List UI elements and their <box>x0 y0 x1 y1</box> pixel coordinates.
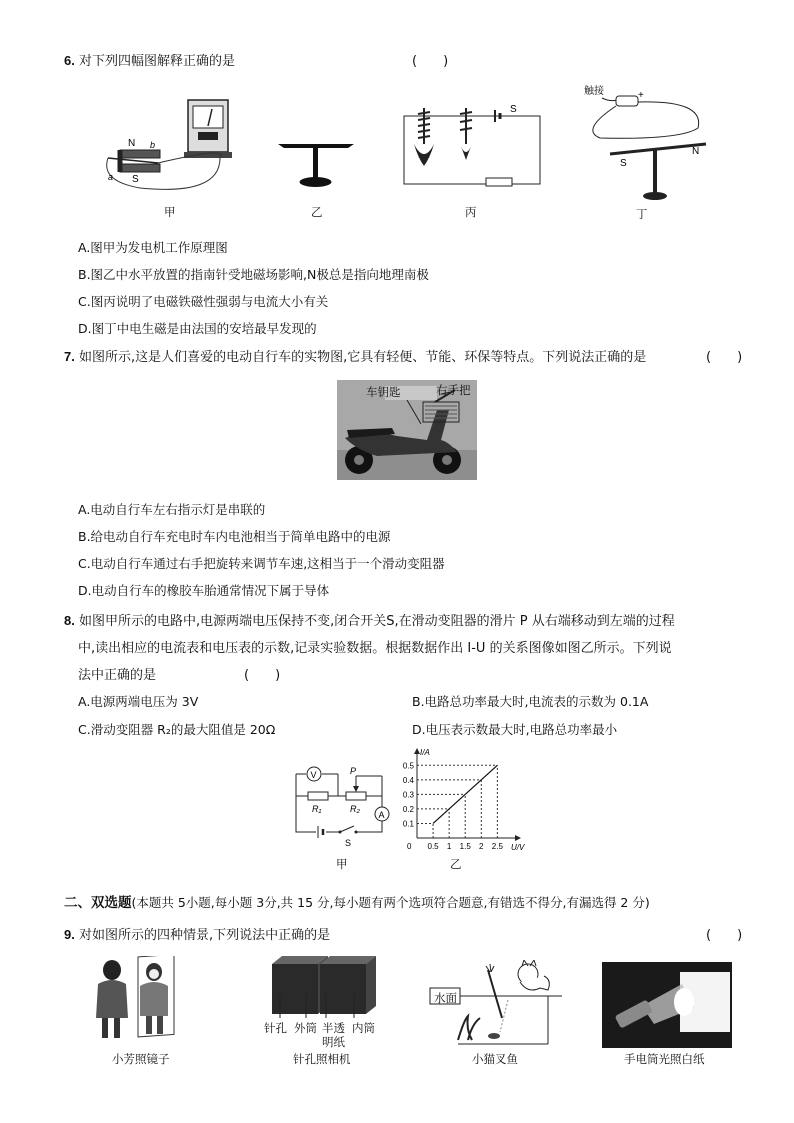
q7-option-b[interactable]: B.给电动自行车充电时车内电池相当于简单电路中的电源 <box>78 529 391 544</box>
q9-part-inner-tube: 内筒 <box>352 1021 375 1035</box>
x-tick-label: 2.5 <box>491 842 503 851</box>
q8-number: 8. <box>64 613 75 628</box>
q7-option-c[interactable]: C.电动自行车通过右手把旋转来调节车速,这相当于一个滑动变阻器 <box>78 556 445 571</box>
q7-stem: 如图所示,这是人们喜爱的电动自行车的实物图,它具有轻便、节能、环保等特点。下列说法正确的是 <box>78 350 647 365</box>
q9-answer-paren: ( ) <box>706 928 743 943</box>
q7-option-d[interactable]: D.电动自行车的橡胶车胎通常情况下属于导体 <box>78 583 330 598</box>
q7-stem-line <box>64 346 646 365</box>
q9-caption-camera: 针孔照相机 <box>293 1052 351 1066</box>
x-axis-label: U/V <box>511 843 525 852</box>
q8-fig-label-jia: 甲 <box>336 857 348 871</box>
svg-text:N: N <box>128 138 136 149</box>
svg-text:触接: 触接 <box>584 86 604 97</box>
q9-stem: 对如图所示的四种情景,下列说法中正确的是 <box>78 928 331 943</box>
q8-stem-1: 如图甲所示的电路中,电源两端电压保持不变,闭合开关S,在滑动变阻器的滑片 P 从右端移动到左端的过程 <box>78 614 675 629</box>
q9-number: 9. <box>64 927 75 942</box>
q8-fig-label-yi: 乙 <box>450 857 462 871</box>
q8-option-a[interactable]: A.电源两端电压为 3V <box>78 694 199 709</box>
q9-part-paper: 明纸 <box>322 1035 345 1049</box>
svg-text:S: S <box>620 158 627 169</box>
svg-text:V: V <box>310 770 317 780</box>
q9-caption-flashlight: 手电筒光照白纸 <box>624 1052 705 1066</box>
y-tick-label: 0.4 <box>402 775 414 785</box>
q8-stem-line-1 <box>64 610 675 629</box>
q8-stem-line-3: 法中正确的是 <box>78 668 157 683</box>
q6-figure-jia <box>100 96 235 196</box>
svg-text:S: S <box>510 104 517 115</box>
q8-option-c[interactable]: C.滑动变阻器 R₂的最大阻值是 20Ω <box>78 722 276 737</box>
svg-text:R₁: R₁ <box>312 804 322 814</box>
section-note: (本题共 5小题,每小题 3分,共 15 分,每小题有两个选项符合题意,有错选不得分,有漏选得 2 分) <box>131 895 650 910</box>
q6-figure-yi <box>276 136 356 192</box>
q8-circuit-diagram <box>290 758 400 848</box>
q9-part-outer-tube: 外筒 <box>294 1021 317 1035</box>
q6-option-a[interactable]: A.图甲为发电机工作原理图 <box>78 240 228 255</box>
q7-label-key: 车钥匙 <box>366 385 401 399</box>
q6-option-d[interactable]: D.图丁中电生磁是由法国的安培最早发现的 <box>78 321 317 336</box>
q6-stem: 对下列四幅图解释正确的是 <box>78 54 235 69</box>
x-tick-label: 1 <box>446 842 452 851</box>
q6-option-c[interactable]: C.图丙说明了电磁铁磁性强弱与电流大小有关 <box>78 294 329 309</box>
y-tick-label: 0.5 <box>402 761 414 771</box>
svg-text:b: b <box>150 140 156 150</box>
q8-option-b[interactable]: B.电路总功率最大时,电流表的示数为 0.1A <box>412 694 649 709</box>
section-heading <box>64 891 650 911</box>
q6-fig-label-bing: 丙 <box>465 205 477 219</box>
q6-fig-label-ding: 丁 <box>636 207 648 221</box>
origin-label: 0 <box>407 842 412 851</box>
q9-caption-cat: 小猫叉鱼 <box>472 1052 518 1066</box>
q6-number: 6. <box>64 53 75 68</box>
q6-figure-bing <box>400 100 545 192</box>
q9-flashlight-figure <box>602 962 732 1048</box>
x-axis-arrow <box>515 835 521 841</box>
q6-fig-label-jia: 甲 <box>164 205 176 219</box>
q9-mirror-figure <box>94 956 178 1046</box>
svg-text:a: a <box>108 172 114 182</box>
x-tick-label: 0.5 <box>427 842 439 851</box>
q9-part-translucent: 半透 <box>322 1021 345 1035</box>
section-title: 二、双选题 <box>64 895 132 911</box>
svg-text:+: + <box>638 90 644 101</box>
y-axis-label: I/A <box>420 748 430 757</box>
q8-answer-paren: ( ) <box>244 668 281 683</box>
svg-text:S: S <box>132 174 139 185</box>
q9-stem-line <box>64 924 330 943</box>
y-tick-label: 0.2 <box>402 804 414 814</box>
svg-text:N: N <box>692 146 700 157</box>
q8-option-d[interactable]: D.电压表示数最大时,电路总功率最小 <box>412 722 618 737</box>
q7-number: 7. <box>64 349 75 364</box>
q9-pinhole-camera-figure <box>268 954 380 1018</box>
y-tick-label: 0.3 <box>402 790 414 800</box>
q6-stem-line <box>64 50 235 69</box>
x-tick-label: 2 <box>479 842 484 851</box>
q7-option-a[interactable]: A.电动自行车左右指示灯是串联的 <box>78 502 266 517</box>
x-tick-label: 1.5 <box>459 842 471 851</box>
svg-text:P: P <box>350 766 357 776</box>
svg-text:S: S <box>345 838 352 848</box>
q6-option-b[interactable]: B.图乙中水平放置的指南针受地磁场影响,N极总是指向地理南极 <box>78 267 429 282</box>
q6-fig-label-yi: 乙 <box>311 205 323 219</box>
q6-answer-paren: ( ) <box>412 54 449 69</box>
q8-stem-line-2: 中,读出相应的电流表和电压表的示数,记录实验数据。根据数据作出 I-U 的关系图像如图乙所示。下列说 <box>78 641 672 656</box>
y-tick-label: 0.1 <box>402 819 414 829</box>
q9-label-water-surface: 水面 <box>434 991 457 1005</box>
q9-caption-mirror: 小芳照镜子 <box>112 1052 170 1066</box>
svg-text:R₂: R₂ <box>350 804 360 814</box>
q7-label-right-handle: 右手把 <box>436 383 471 397</box>
q9-part-pinhole: 针孔 <box>264 1021 287 1035</box>
q7-answer-paren: ( ) <box>706 350 743 365</box>
q8-iu-chart <box>395 746 525 858</box>
q6-figure-ding <box>580 80 710 202</box>
svg-text:A: A <box>378 810 385 820</box>
